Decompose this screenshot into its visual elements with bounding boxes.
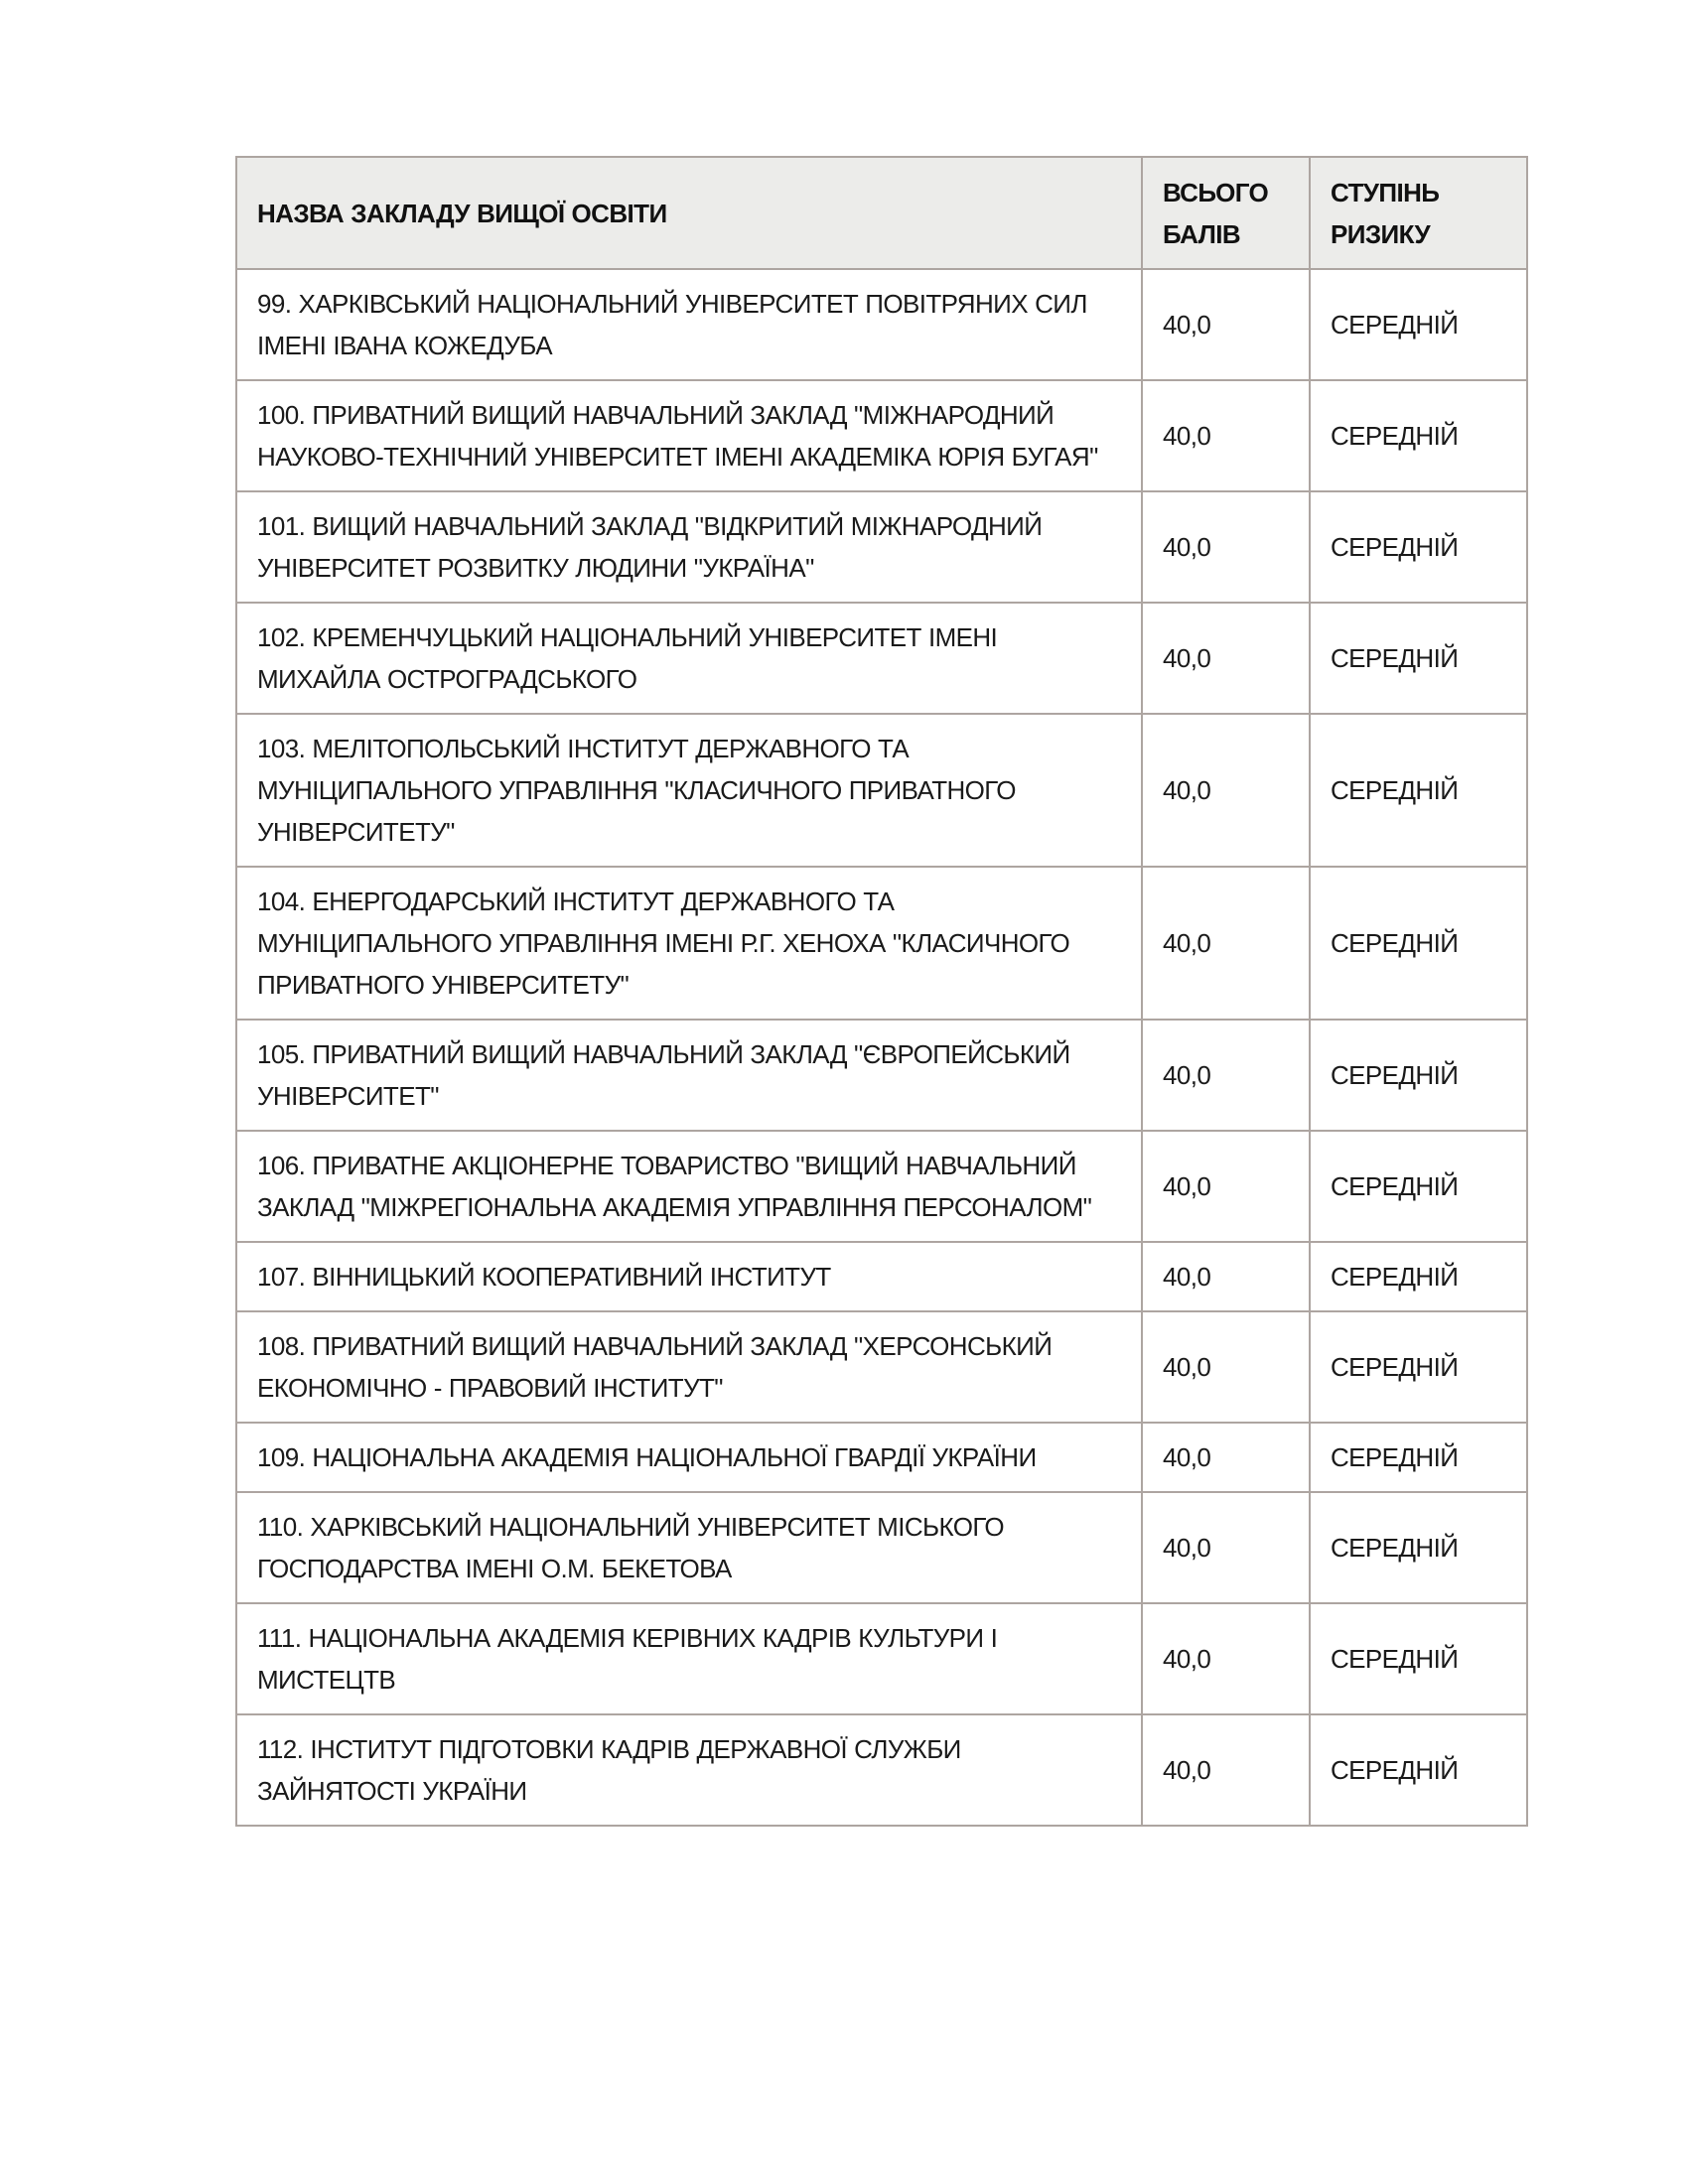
institution-name-cell: 103. МЕЛІТОПОЛЬСЬКИЙ ІНСТИТУТ ДЕРЖАВНОГО ТА МУНІЦИПАЛЬНОГО УПРАВЛІННЯ "КЛАСИЧНОГО ПРИВАТНОГО УНІВЕРСИТЕТУ"	[236, 714, 1142, 867]
risk-level-cell: СЕРЕДНІЙ	[1310, 1603, 1527, 1714]
risk-level-cell: СЕРЕДНІЙ	[1310, 1492, 1527, 1603]
table-row	[236, 269, 1527, 380]
table-row	[236, 1311, 1527, 1423]
institution-name-cell: 110. ХАРКІВСЬКИЙ НАЦІОНАЛЬНИЙ УНІВЕРСИТЕТ МІСЬКОГО ГОСПОДАРСТВА ІМЕНІ О.М. БЕКЕТОВА	[236, 1492, 1142, 1603]
institution-name-cell: 105. ПРИВАТНИЙ ВИЩИЙ НАВЧАЛЬНИЙ ЗАКЛАД "ЄВРОПЕЙСЬКИЙ УНІВЕРСИТЕТ"	[236, 1020, 1142, 1131]
institution-name-cell: 111. НАЦІОНАЛЬНА АКАДЕМІЯ КЕРІВНИХ КАДРІВ КУЛЬТУРИ І МИСТЕЦТВ	[236, 1603, 1142, 1714]
institution-name-cell: 100. ПРИВАТНИЙ ВИЩИЙ НАВЧАЛЬНИЙ ЗАКЛАД "МІЖНАРОДНИЙ НАУКОВО-ТЕХНІЧНИЙ УНІВЕРСИТЕТ ІМЕНІ АКАДЕМІКА ЮРІЯ БУГАЯ"	[236, 380, 1142, 491]
table-row	[236, 1714, 1527, 1826]
total-score-cell: 40,0	[1142, 867, 1310, 1020]
risk-level-cell: СЕРЕДНІЙ	[1310, 1242, 1527, 1311]
total-score-cell: 40,0	[1142, 380, 1310, 491]
universities-risk-table	[235, 156, 1528, 1827]
table-row	[236, 1492, 1527, 1603]
risk-level-cell: СЕРЕДНІЙ	[1310, 867, 1527, 1020]
table-row	[236, 1242, 1527, 1311]
table-row	[236, 1020, 1527, 1131]
institution-name-cell: 108. ПРИВАТНИЙ ВИЩИЙ НАВЧАЛЬНИЙ ЗАКЛАД "ХЕРСОНСЬКИЙ ЕКОНОМІЧНО - ПРАВОВИЙ ІНСТИТУТ"	[236, 1311, 1142, 1423]
total-score-cell: 40,0	[1142, 1423, 1310, 1492]
table-row	[236, 380, 1527, 491]
total-score-cell: 40,0	[1142, 603, 1310, 714]
institution-name-cell: 112. ІНСТИТУТ ПІДГОТОВКИ КАДРІВ ДЕРЖАВНОЇ СЛУЖБИ ЗАЙНЯТОСТІ УКРАЇНИ	[236, 1714, 1142, 1826]
institution-name-cell: 109. НАЦІОНАЛЬНА АКАДЕМІЯ НАЦІОНАЛЬНОЇ ГВАРДІЇ УКРАЇНИ	[236, 1423, 1142, 1492]
risk-level-cell: СЕРЕДНІЙ	[1310, 491, 1527, 603]
column-header-total-score: ВСЬОГО БАЛІВ	[1142, 157, 1310, 269]
risk-level-cell: СЕРЕДНІЙ	[1310, 269, 1527, 380]
table-row	[236, 867, 1527, 1020]
risk-level-cell: СЕРЕДНІЙ	[1310, 1311, 1527, 1423]
total-score-cell: 40,0	[1142, 269, 1310, 380]
institution-name-cell: 106. ПРИВАТНЕ АКЦІОНЕРНЕ ТОВАРИСТВО "ВИЩИЙ НАВЧАЛЬНИЙ ЗАКЛАД "МІЖРЕГІОНАЛЬНА АКАДЕМІЯ УПРАВЛІННЯ ПЕРСОНАЛОМ"	[236, 1131, 1142, 1242]
table-row	[236, 1131, 1527, 1242]
institution-name-cell: 104. ЕНЕРГОДАРСЬКИЙ ІНСТИТУТ ДЕРЖАВНОГО ТА МУНІЦИПАЛЬНОГО УПРАВЛІННЯ ІМЕНІ Р.Г. ХЕНОХА "КЛАСИЧНОГО ПРИВАТНОГО УНІВЕРСИТЕТУ"	[236, 867, 1142, 1020]
table-row	[236, 1423, 1527, 1492]
table-body	[236, 269, 1527, 1826]
column-header-risk-level: СТУПІНЬ РИЗИКУ	[1310, 157, 1527, 269]
total-score-cell: 40,0	[1142, 1714, 1310, 1826]
table-row	[236, 714, 1527, 867]
table-row	[236, 491, 1527, 603]
risk-level-cell: СЕРЕДНІЙ	[1310, 1423, 1527, 1492]
table-row	[236, 1603, 1527, 1714]
institution-name-cell: 101. ВИЩИЙ НАВЧАЛЬНИЙ ЗАКЛАД "ВІДКРИТИЙ МІЖНАРОДНИЙ УНІВЕРСИТЕТ РОЗВИТКУ ЛЮДИНИ "УКРАЇНА"	[236, 491, 1142, 603]
total-score-cell: 40,0	[1142, 1131, 1310, 1242]
total-score-cell: 40,0	[1142, 491, 1310, 603]
total-score-cell: 40,0	[1142, 1603, 1310, 1714]
risk-level-cell: СЕРЕДНІЙ	[1310, 380, 1527, 491]
table-row	[236, 603, 1527, 714]
total-score-cell: 40,0	[1142, 1492, 1310, 1603]
column-header-institution-name: НАЗВА ЗАКЛАДУ ВИЩОЇ ОСВІТИ	[236, 157, 1142, 269]
risk-level-cell: СЕРЕДНІЙ	[1310, 1020, 1527, 1131]
institution-name-cell: 99. ХАРКІВСЬКИЙ НАЦІОНАЛЬНИЙ УНІВЕРСИТЕТ ПОВІТРЯНИХ СИЛ ІМЕНІ ІВАНА КОЖЕДУБА	[236, 269, 1142, 380]
risk-level-cell: СЕРЕДНІЙ	[1310, 1714, 1527, 1826]
total-score-cell: 40,0	[1142, 1020, 1310, 1131]
risk-level-cell: СЕРЕДНІЙ	[1310, 1131, 1527, 1242]
total-score-cell: 40,0	[1142, 1311, 1310, 1423]
risk-level-cell: СЕРЕДНІЙ	[1310, 603, 1527, 714]
risk-level-cell: СЕРЕДНІЙ	[1310, 714, 1527, 867]
table-header-row	[236, 157, 1527, 269]
institution-name-cell: 107. ВІННИЦЬКИЙ КООПЕРАТИВНИЙ ІНСТИТУТ	[236, 1242, 1142, 1311]
total-score-cell: 40,0	[1142, 714, 1310, 867]
total-score-cell: 40,0	[1142, 1242, 1310, 1311]
institution-name-cell: 102. КРЕМЕНЧУЦЬКИЙ НАЦІОНАЛЬНИЙ УНІВЕРСИТЕТ ІМЕНІ МИХАЙЛА ОСТРОГРАДСЬКОГО	[236, 603, 1142, 714]
